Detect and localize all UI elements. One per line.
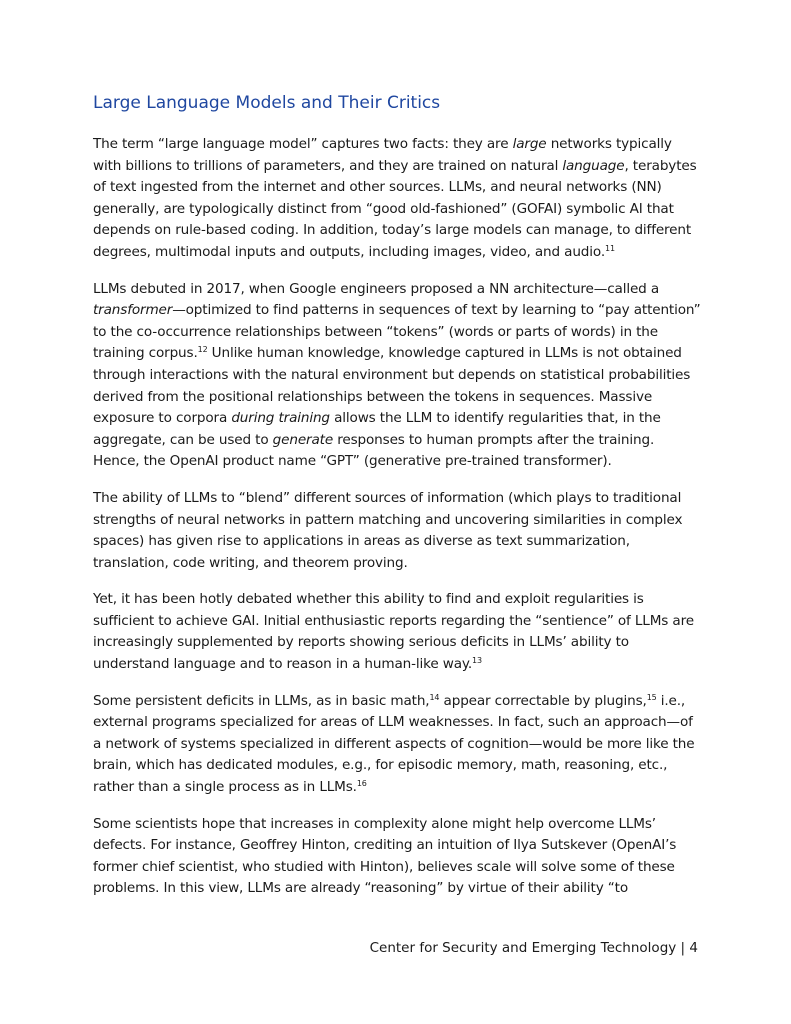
text-run: , terabytes of text ingested from the internet and other sources. LLMs, and neural networks (NN) generally, are typologically distinct from “good old-fashioned” (GOFAI) symbolic AI that depends on rule-based coding. In addition, today’s large models can manage, to different degrees, multimodal inputs and outputs, including images, video, and audio. bbox=[93, 157, 697, 260]
footnote-ref[interactable]: 15 bbox=[646, 692, 657, 702]
footer-org: Center for Security and Emerging Technology bbox=[369, 940, 677, 956]
page-footer bbox=[370, 940, 698, 956]
paragraph-5 bbox=[93, 691, 703, 799]
emphasis: during training bbox=[231, 410, 330, 427]
text-run: —optimized to find patterns in sequences of text by learning to “pay attention” to the co-occurrence relationships between “tokens” (words or parts of words) in the training corpus. bbox=[93, 302, 701, 362]
text-run: Some persistent deficits in LLMs, as in basic math, bbox=[93, 692, 430, 709]
emphasis: language bbox=[562, 157, 625, 174]
footnote-ref[interactable]: 16 bbox=[356, 779, 367, 789]
text-run: The term “large language model” captures two facts: they are bbox=[93, 136, 513, 152]
paragraph-1 bbox=[93, 134, 703, 264]
page-number: 4 bbox=[689, 940, 698, 956]
text-run: Yet, it has been hotly debated whether this ability to find and exploit regularities is sufficient to achieve GAI. Initial enthusiastic reports regarding the “sentience” of LLMs are increasingly supplemented by reports showing serious deficits in LLMs’ ability to understand language and to reason in a human-like way. bbox=[93, 591, 694, 673]
text-run: allows the LLM to identify regularities that, in the aggregate, can be used to bbox=[93, 410, 661, 448]
emphasis: transformer bbox=[93, 302, 173, 319]
footnote-ref[interactable]: 12 bbox=[197, 345, 208, 355]
text-run: i.e., external programs specialized for areas of LLM weaknesses. In fact, such an approach—of a network of systems specialized in different aspects of cognition—would be more like the brain, which has dedicated modules, e.g., for episodic memory, math, reasoning, etc., rather than a single process as in LLMs. bbox=[93, 692, 695, 796]
paragraph-6 bbox=[93, 814, 703, 900]
text-run: networks typically with billions to trillions of parameters, and they are trained on natural bbox=[93, 136, 672, 174]
paragraph-4 bbox=[93, 589, 703, 675]
text-run: Some scientists hope that increases in complexity alone might help overcome LLMs’ defects. For instance, Geoffrey Hinton, crediting an intuition of Ilya Sutskever (OpenAI’s former chief scientist, who studied with Hinton), believes scale will solve some of these problems. In this view, LLMs are already “reasoning” by virtue of their ability “to bbox=[93, 815, 677, 897]
text-run: Unlike human knowledge, knowledge captured in LLMs is not obtained through interactions with the natural environment but depends on statistical probabilities derived from the positional relationships between the tokens in sequences. Massive exposure to corpora bbox=[93, 345, 691, 427]
text-run: responses to human prompts after the training. Hence, the OpenAI product name “GPT” (generative pre-trained transformer). bbox=[93, 431, 655, 470]
text-run: appear correctable by plugins, bbox=[439, 692, 647, 709]
footer-separator: | bbox=[676, 940, 690, 956]
emphasis: large bbox=[512, 136, 547, 152]
text-run: LLMs debuted in 2017, when Google engineers proposed a NN architecture—called a bbox=[93, 280, 660, 297]
text-run: The ability of LLMs to “blend” different sources of information (which plays to traditional strengths of neural networks in pattern matching and uncovering similarities in complex spaces) has given rise to applications in areas as diverse as text summarization, translation, code writing, and theorem proving. bbox=[93, 489, 683, 571]
section-heading: Large Language Models and Their Critics bbox=[93, 93, 441, 113]
paragraph-3 bbox=[93, 488, 703, 574]
footnote-ref[interactable]: 13 bbox=[472, 656, 482, 666]
emphasis: generate bbox=[272, 431, 334, 448]
footnote-ref[interactable]: 14 bbox=[429, 692, 440, 702]
paragraph-2 bbox=[93, 279, 703, 473]
body-text bbox=[93, 134, 703, 915]
footnote-ref[interactable]: 11 bbox=[605, 243, 615, 253]
